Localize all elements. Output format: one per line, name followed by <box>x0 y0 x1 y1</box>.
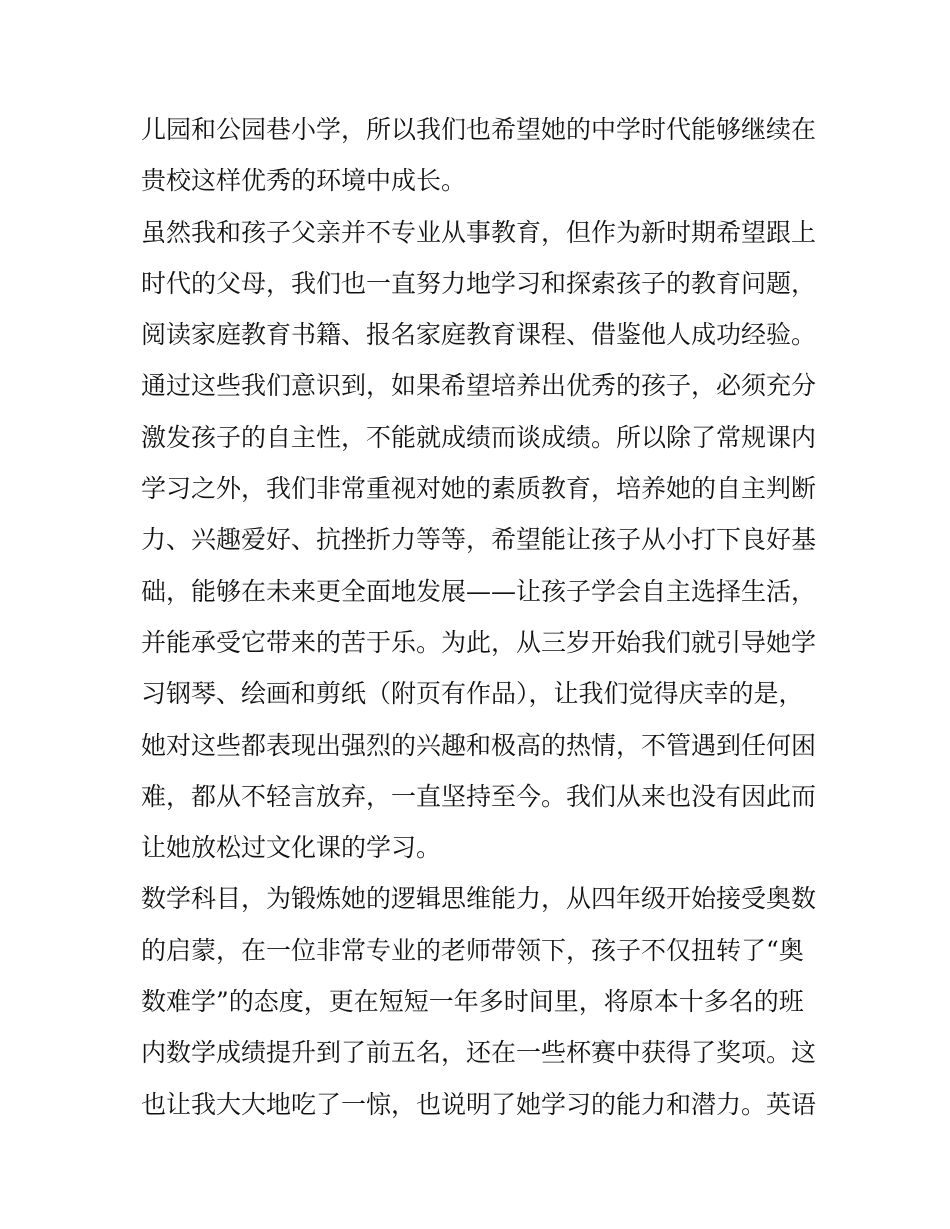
text-line: 学习之外，我们非常重视对她的素质教育，培养她的自主判断 <box>141 474 817 504</box>
text-line: 激发孩子的自主性，不能就成绩而谈成绩。所以除了常规课内 <box>141 422 817 452</box>
text-line: 通过这些我们意识到，如果希望培养出优秀的孩子，必须充分 <box>141 371 817 401</box>
text-line: 础，能够在未来更全面地发展——让孩子学会自主选择生活， <box>141 576 817 606</box>
text-line: 习钢琴、绘画和剪纸（附页有作品），让我们觉得庆幸的是， <box>141 679 804 709</box>
text-line: 时代的父母，我们也一直努力地学习和探索孩子的教育问题， <box>141 268 817 298</box>
text-line: 她对这些都表现出强烈的兴趣和极高的热情，不管遇到任何困 <box>141 730 817 760</box>
text-line: 数学科目，为锻炼她的逻辑思维能力，从四年级开始接受奥数 <box>141 884 817 914</box>
body-text <box>141 104 821 1130</box>
text-line: 阅读家庭教育书籍、报名家庭教育课程、借鉴他人成功经验。 <box>141 320 817 350</box>
text-line: 数难学”的态度，更在短短一年多时间里，将原本十多名的班 <box>141 987 804 1017</box>
text-line: 内数学成绩提升到了前五名，还在一些杯赛中获得了奖项。这 <box>141 1038 817 1068</box>
text-line: 并能承受它带来的苦于乐。为此，从三岁开始我们就引导她学 <box>141 627 817 657</box>
text-line: 也让我大大地吃了一惊，也说明了她学习的能力和潜力。英语 <box>141 1089 817 1119</box>
text-line: 的启蒙，在一位非常专业的老师带领下，孩子不仅扭转了“奥 <box>141 935 804 965</box>
text-line: 贵校这样优秀的环境中成长。 <box>141 166 467 196</box>
text-line: 难，都从不轻言放弃，一直坚持至今。我们从来也没有因此而 <box>141 781 817 811</box>
text-line: 力、兴趣爱好、抗挫折力等等，希望能让孩子从小打下良好基 <box>141 525 817 555</box>
text-line: 儿园和公园巷小学，所以我们也希望她的中学时代能够继续在 <box>141 115 817 144</box>
text-line: 虽然我和孩子父亲并不专业从事教育，但作为新时期希望跟上 <box>141 217 817 247</box>
text-line: 让她放松过文化课的学习。 <box>141 833 442 863</box>
